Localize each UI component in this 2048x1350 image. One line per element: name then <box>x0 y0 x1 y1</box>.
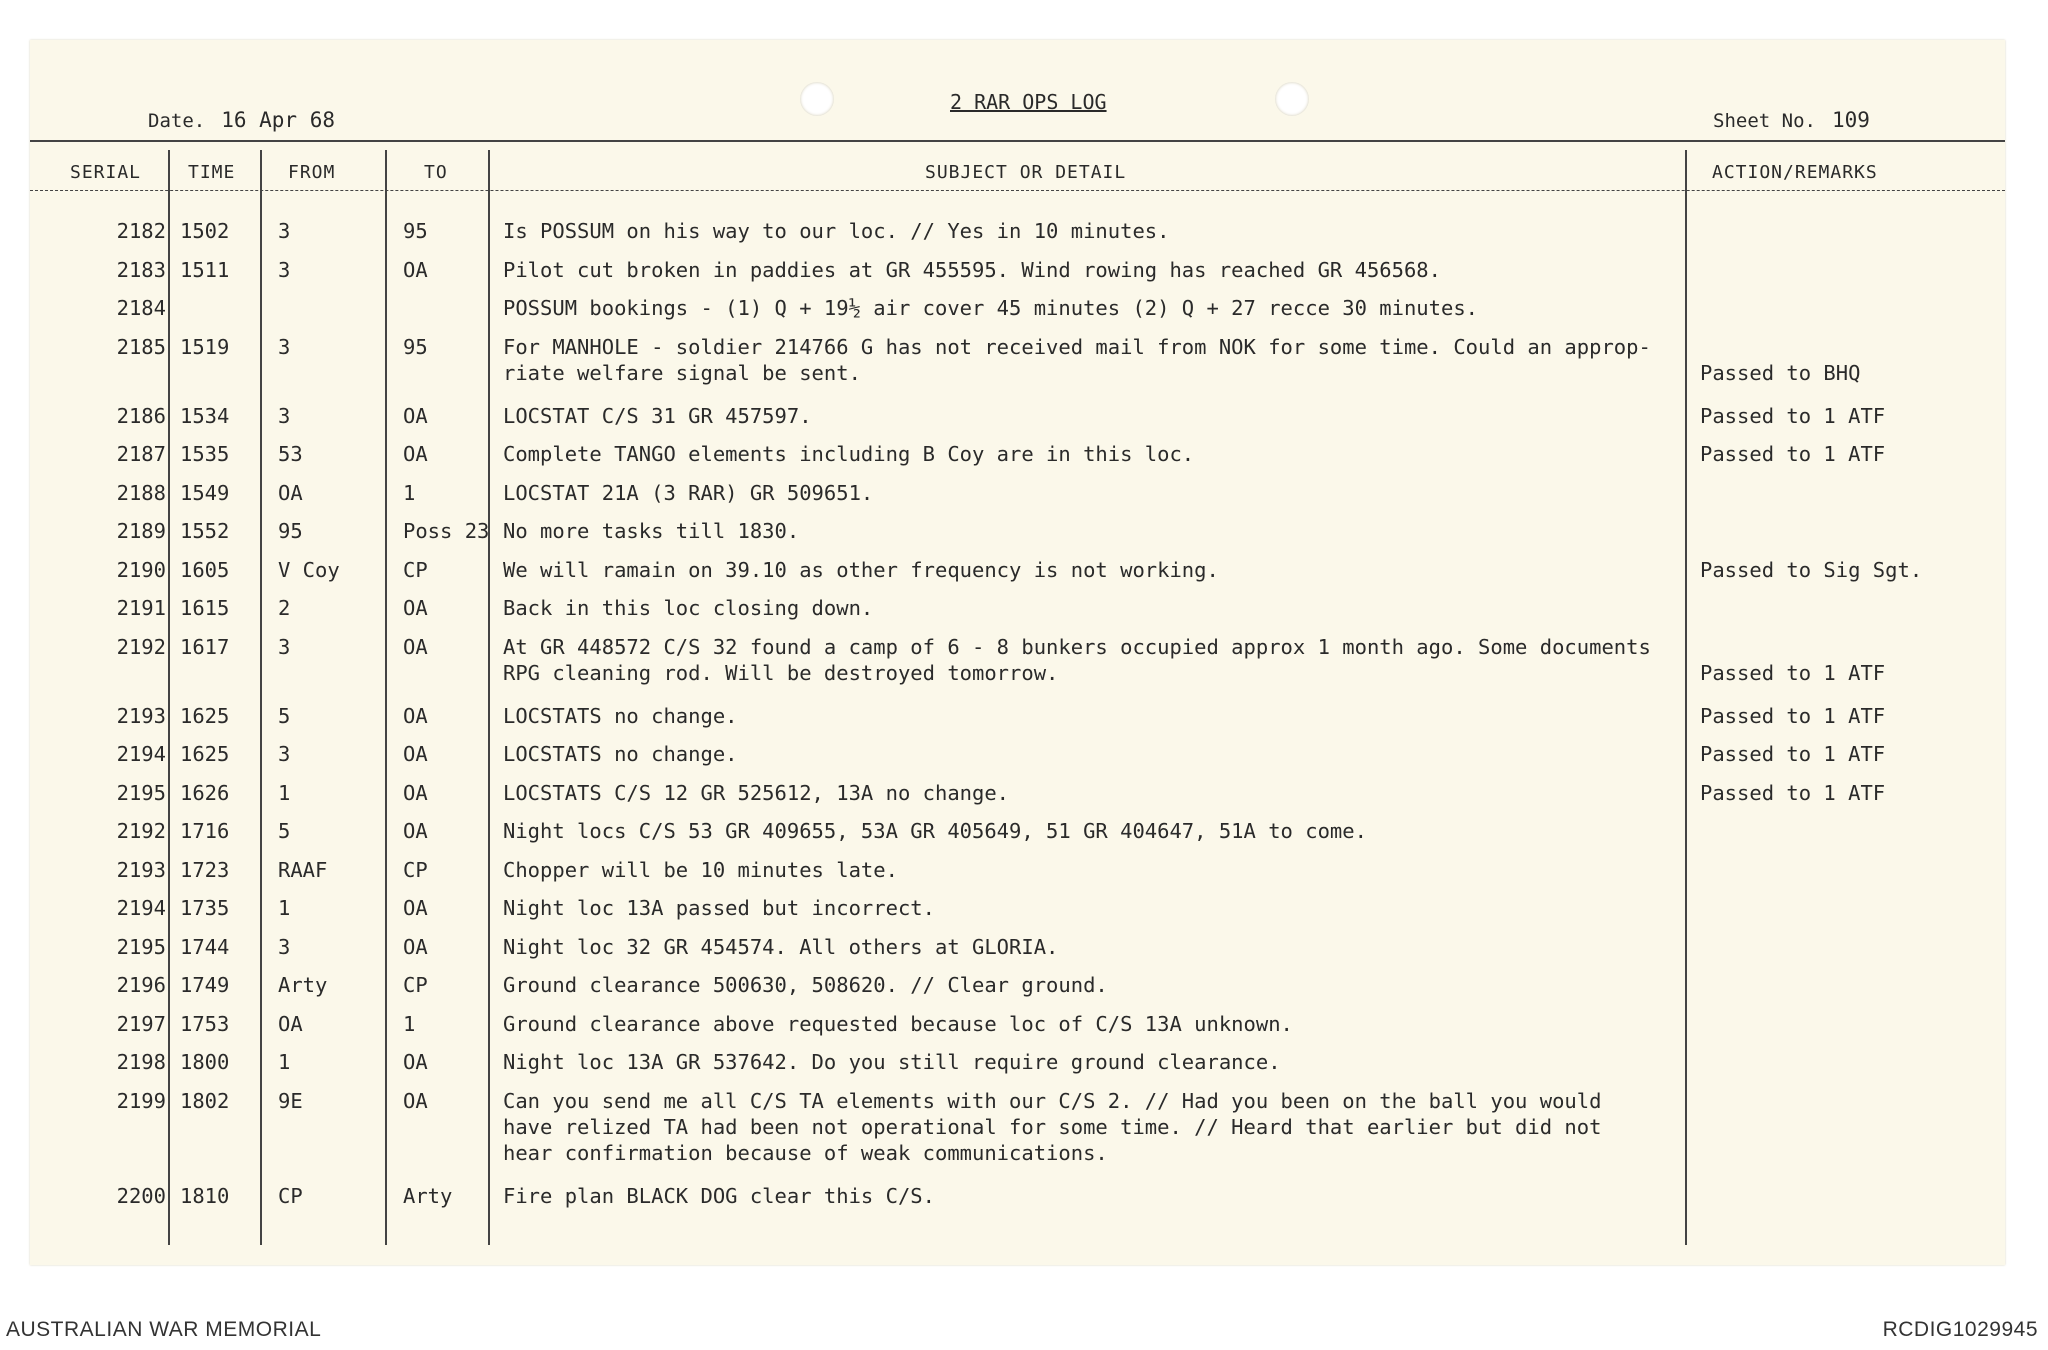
to-cell: OA <box>403 934 428 959</box>
header-top-rule <box>30 140 2005 142</box>
from-cell: 3 <box>278 742 291 766</box>
time-cell: 1549 <box>180 480 230 505</box>
subject-cell: For MANHOLE - soldier 214766 G has not received mail from NOK for some time. Could an approp- riate welfare signal be sent. <box>503 334 1651 385</box>
from-cell: V Coy <box>278 557 340 582</box>
from-cell: 1 <box>278 780 291 805</box>
subject-cell: LOCSTATS no change. <box>503 703 738 728</box>
log-row <box>30 257 2005 296</box>
time-cell: 1625 <box>180 742 230 766</box>
action-cell: Passed to BHQ <box>1700 360 1861 385</box>
to-cell: CP <box>403 557 428 582</box>
log-row <box>30 1088 2005 1183</box>
log-entries <box>30 218 2005 1221</box>
time-cell: 1626 <box>180 780 230 805</box>
serial-cell: 2198 <box>116 1050 166 1074</box>
serial-cell: 2182 <box>116 219 166 243</box>
subject-cell: Night loc 13A passed but incorrect. <box>503 896 935 920</box>
time-cell: 1617 <box>180 634 230 659</box>
from-cell: 3 <box>278 334 291 359</box>
serial-cell: 2185 <box>116 334 166 359</box>
to-cell: OA <box>403 896 428 920</box>
log-title: 2 RAR OPS LOG <box>950 90 1107 114</box>
to-cell: OA <box>403 442 428 466</box>
col-header-from: FROM <box>288 162 336 183</box>
log-row <box>30 1183 2005 1222</box>
sheet-label: Sheet No. <box>1713 110 1816 132</box>
to-cell: Arty <box>403 1183 453 1208</box>
action-cell: Passed to 1 ATF <box>1700 403 1886 428</box>
from-cell: OA <box>278 480 303 505</box>
to-cell: 95 <box>403 334 428 359</box>
serial-cell: 2187 <box>116 442 166 466</box>
subject-cell: LOCSTATS C/S 12 GR 525612, 13A no change. <box>503 780 1010 805</box>
subject-cell: Is POSSUM on his way to our loc. // Yes in 10 minutes. <box>503 219 1170 243</box>
serial-cell: 2192 <box>116 819 166 843</box>
log-row <box>30 972 2005 1011</box>
from-cell: 5 <box>278 819 291 843</box>
log-row <box>30 557 2005 596</box>
time-cell: 1502 <box>180 219 230 243</box>
from-cell: OA <box>278 1011 303 1036</box>
to-cell: 1 <box>403 1011 416 1036</box>
serial-cell: 2194 <box>116 896 166 920</box>
serial-cell: 2192 <box>116 634 166 659</box>
subject-cell: We will ramain on 39.10 as other frequency is not working. <box>503 557 1219 582</box>
subject-cell: POSSUM bookings - (1) Q + 19½ air cover 45 minutes (2) Q + 27 recce 30 minutes. <box>503 296 1479 320</box>
from-cell: 95 <box>278 519 303 543</box>
serial-cell: 2195 <box>116 934 166 959</box>
to-cell: OA <box>403 742 428 766</box>
serial-cell: 2189 <box>116 519 166 543</box>
subject-cell: Can you send me all C/S TA elements with our C/S 2. // Had you been on the ball you would have relized TA had been not operational for some time. // Heard that earlier but did not hear confirmation because of weak communications. <box>503 1088 1602 1165</box>
log-row <box>30 334 2005 403</box>
to-cell: 1 <box>403 480 416 505</box>
log-sheet <box>30 40 2005 1265</box>
log-row <box>30 895 2005 934</box>
to-cell: OA <box>403 596 428 620</box>
time-cell: 1534 <box>180 403 230 428</box>
col-header-to: TO <box>424 162 448 183</box>
col-header-time: TIME <box>188 162 236 183</box>
time-cell: 1753 <box>180 1011 230 1036</box>
from-cell: 1 <box>278 1050 291 1074</box>
log-row <box>30 780 2005 819</box>
header-bottom-rule <box>30 190 2005 191</box>
log-row <box>30 934 2005 973</box>
to-cell: Poss 23 <box>403 519 490 543</box>
log-row <box>30 1049 2005 1088</box>
log-row <box>30 441 2005 480</box>
footer-record-id: RCDIG1029945 <box>1882 1318 2038 1341</box>
log-row <box>30 703 2005 742</box>
from-cell: 1 <box>278 896 291 920</box>
subject-cell: Night locs C/S 53 GR 409655, 53A GR 405649, 51 GR 404647, 51A to come. <box>503 819 1367 843</box>
subject-cell: LOCSTAT 21A (3 RAR) GR 509651. <box>503 480 874 505</box>
punch-hole-left <box>800 82 834 116</box>
serial-cell: 2200 <box>116 1183 166 1208</box>
from-cell: 53 <box>278 442 303 466</box>
time-cell: 1625 <box>180 703 230 728</box>
serial-cell: 2184 <box>116 296 166 320</box>
to-cell: OA <box>403 1050 428 1074</box>
log-row <box>30 480 2005 519</box>
log-row <box>30 595 2005 634</box>
subject-cell: Chopper will be 10 minutes late. <box>503 857 898 882</box>
to-cell: CP <box>403 857 428 882</box>
time-cell: 1605 <box>180 557 230 582</box>
from-cell: 3 <box>278 219 291 243</box>
time-cell: 1716 <box>180 819 230 843</box>
time-cell: 1735 <box>180 896 230 920</box>
serial-cell: 2190 <box>116 557 166 582</box>
footer-archive-name: AUSTRALIAN WAR MEMORIAL <box>6 1318 322 1341</box>
to-cell: 95 <box>403 219 428 243</box>
col-header-action: ACTION/REMARKS <box>1712 162 1878 183</box>
log-row <box>30 741 2005 780</box>
log-row <box>30 403 2005 442</box>
subject-cell: LOCSTAT C/S 31 GR 457597. <box>503 403 812 428</box>
log-row <box>30 218 2005 257</box>
sheet-value: 109 <box>1831 108 1870 132</box>
subject-cell: At GR 448572 C/S 32 found a camp of 6 - 8 bunkers occupied approx 1 month ago. Some documents RPG cleaning rod. Will be destroyed tomorrow. <box>503 634 1651 685</box>
serial-cell: 2199 <box>116 1088 166 1113</box>
action-cell: Passed to Sig Sgt. <box>1700 557 1923 582</box>
serial-cell: 2191 <box>116 596 166 620</box>
time-cell: 1535 <box>180 442 230 466</box>
time-cell: 1723 <box>180 857 230 882</box>
subject-cell: Fire plan BLACK DOG clear this C/S. <box>503 1183 935 1208</box>
subject-cell: Back in this loc closing down. <box>503 596 874 620</box>
subject-cell: Ground clearance 500630, 508620. // Clear ground. <box>503 973 1108 997</box>
col-header-serial: SERIAL <box>70 162 142 183</box>
to-cell: OA <box>403 819 428 843</box>
action-cell: Passed to 1 ATF <box>1700 780 1886 805</box>
subject-cell: Pilot cut broken in paddies at GR 455595. Wind rowing has reached GR 456568. <box>503 257 1441 282</box>
log-row <box>30 818 2005 857</box>
time-cell: 1810 <box>180 1183 230 1208</box>
serial-cell: 2188 <box>116 480 166 505</box>
serial-cell: 2197 <box>116 1011 166 1036</box>
time-cell: 1511 <box>180 257 230 282</box>
subject-cell: Night loc 13A GR 537642. Do you still require ground clearance. <box>503 1050 1281 1074</box>
from-cell: 3 <box>278 257 291 282</box>
time-cell: 1519 <box>180 334 230 359</box>
log-row <box>30 857 2005 896</box>
from-cell: 9E <box>278 1088 303 1113</box>
date-value: 16 Apr 68 <box>221 108 335 132</box>
from-cell: 3 <box>278 403 291 428</box>
from-cell: RAAF <box>278 857 328 882</box>
action-cell: Passed to 1 ATF <box>1700 442 1886 466</box>
subject-cell: Complete TANGO elements including B Coy are in this loc. <box>503 442 1195 466</box>
serial-cell: 2196 <box>116 973 166 997</box>
time-cell: 1802 <box>180 1088 230 1113</box>
serial-cell: 2195 <box>116 780 166 805</box>
log-row <box>30 634 2005 703</box>
time-cell: 1749 <box>180 973 230 997</box>
to-cell: CP <box>403 973 428 997</box>
time-cell: 1615 <box>180 596 230 620</box>
log-row <box>30 295 2005 334</box>
subject-cell: Ground clearance above requested because loc of C/S 13A unknown. <box>503 1011 1293 1036</box>
serial-cell: 2193 <box>116 857 166 882</box>
to-cell: OA <box>403 1088 428 1113</box>
action-cell: Passed to 1 ATF <box>1700 660 1886 685</box>
from-cell: 5 <box>278 703 291 728</box>
from-cell: 2 <box>278 596 291 620</box>
from-cell: 3 <box>278 634 291 659</box>
from-cell: 3 <box>278 934 291 959</box>
action-cell: Passed to 1 ATF <box>1700 742 1886 766</box>
to-cell: OA <box>403 780 428 805</box>
to-cell: OA <box>403 634 428 659</box>
to-cell: OA <box>403 403 428 428</box>
serial-cell: 2193 <box>116 703 166 728</box>
to-cell: OA <box>403 703 428 728</box>
serial-cell: 2194 <box>116 742 166 766</box>
serial-cell: 2186 <box>116 403 166 428</box>
punch-hole-right <box>1275 82 1309 116</box>
action-cell: Passed to 1 ATF <box>1700 703 1886 728</box>
from-cell: CP <box>278 1183 303 1208</box>
date-label: Date. <box>148 110 206 132</box>
sheet-number-field <box>1713 108 1870 132</box>
time-cell: 1800 <box>180 1050 230 1074</box>
log-row <box>30 1011 2005 1050</box>
subject-cell: No more tasks till 1830. <box>503 519 800 543</box>
col-header-subject: SUBJECT OR DETAIL <box>925 162 1127 183</box>
time-cell: 1744 <box>180 934 230 959</box>
date-field <box>148 108 335 132</box>
log-row <box>30 518 2005 557</box>
time-cell: 1552 <box>180 519 230 543</box>
serial-cell: 2183 <box>116 257 166 282</box>
from-cell: Arty <box>278 973 328 997</box>
to-cell: OA <box>403 257 428 282</box>
subject-cell: LOCSTATS no change. <box>503 742 738 766</box>
subject-cell: Night loc 32 GR 454574. All others at GLORIA. <box>503 934 1059 959</box>
